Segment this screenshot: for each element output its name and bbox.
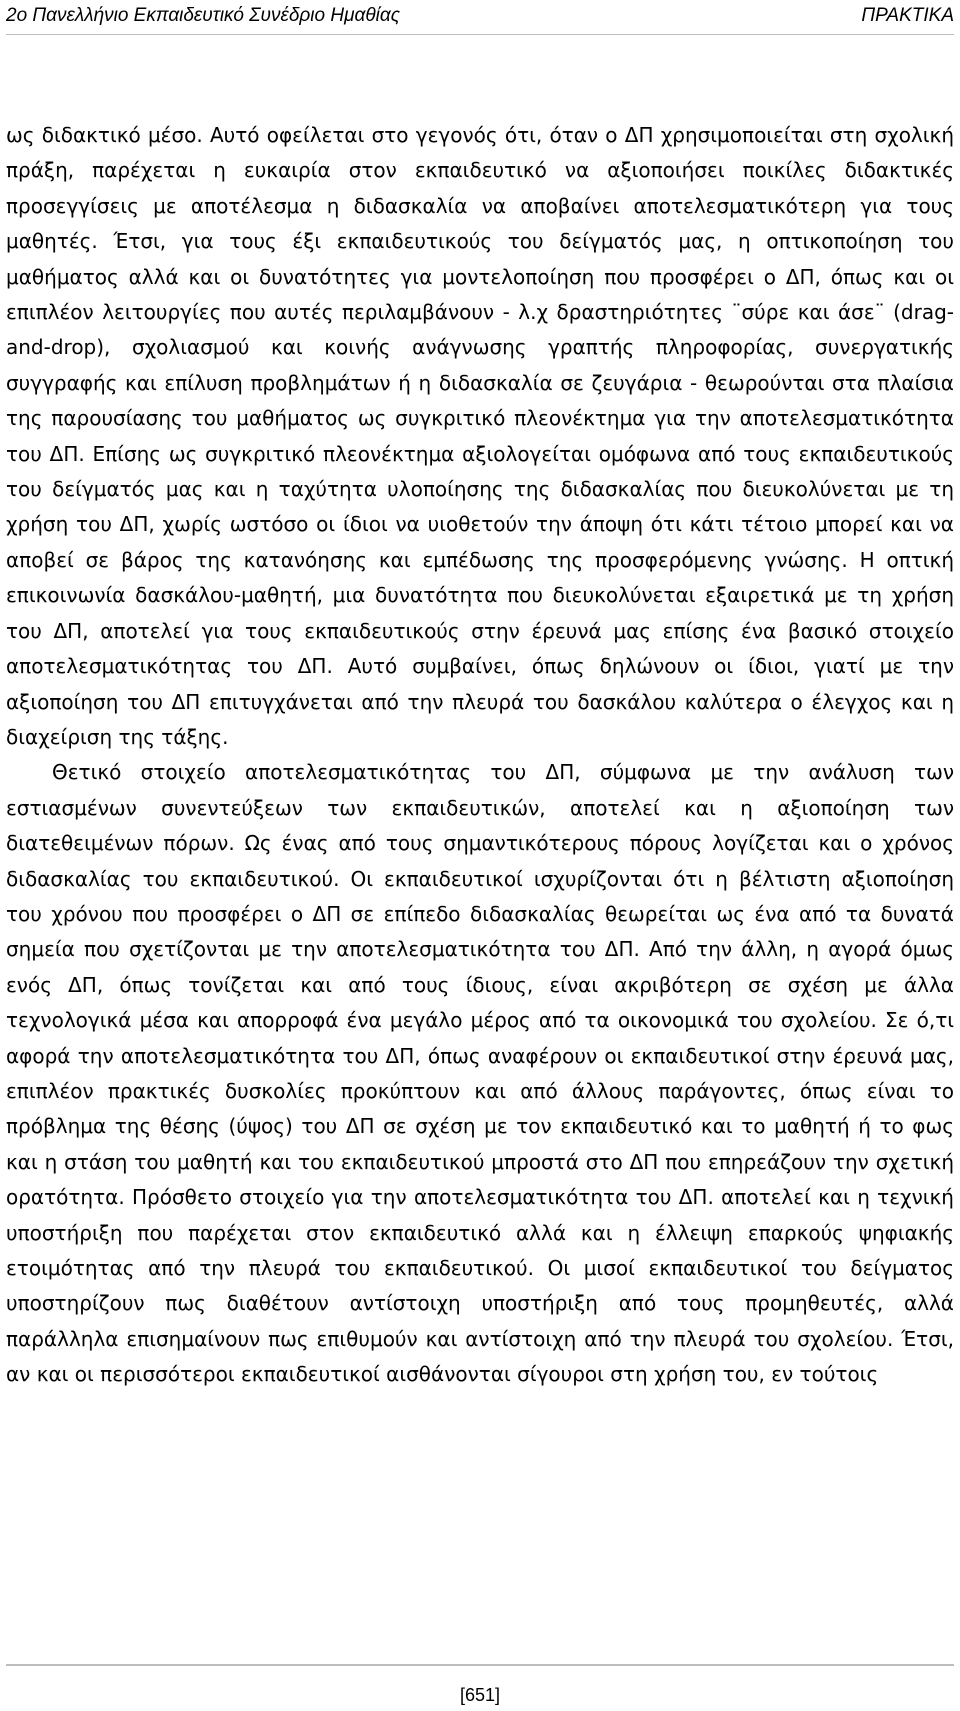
conference-title: 2ο Πανελλήνιο Εκπαιδευτικό Συνέδριο Ημαθίας xyxy=(6,5,400,26)
paragraph-2: Θετικό στοιχείο αποτελεσματικότητας του ΔΠ, σύμφωνα με την ανάλυση των εστιασμένων συνεντεύξεων των εκπαιδευτικών, αποτελεί και η αξιοποίηση των διατεθειμένων πόρων. Ως ένας από τους σημαντικότερους πόρους λογίζεται και ο χρόνος διδασκαλίας του εκπαιδευτικού. Οι εκπαιδευτικοί ισχυρίζονται ότι η βέλτιστη αξιοποίηση του χρόνου που προσφέρει ο ΔΠ σε επίπεδο διδασκαλίας θεωρείται ως ένα από τα δυνατά σημεία που σχετίζονται με την αποτελεσματικότητα του ΔΠ. Από την άλλη, η αγορά όμως ενός ΔΠ, όπως τονίζεται και από τους ίδιους, είναι ακριβότερη σε σχέση με άλλα τεχνολογικά μέσα και απορροφά ένα μεγάλο μέρος από τα οικονομικά του σχολείου. Σε ό,τι αφορά την αποτελεσματικότητα του ΔΠ, όπως αναφέρουν οι εκπαιδευτικοί στην έρευνά μας, επιπλέον πρακτικές δυσκολίες προκύπτουν και από άλλους παράγοντες, όπως είναι το πρόβλημα της θέσης (ύψος) του ΔΠ σε σχέση με τον εκπαιδευτικό και το μαθητή ή το φως και η στάση του μαθητή και του εκπαιδευτικού μπροστά στο ΔΠ που επηρεάζουν την σχετική ορατότητα. Πρόσθετο στοιχείο για την αποτελεσματικότητα του ΔΠ. αποτελεί και η τεχνική υποστήριξη που παρέχεται στον εκπαιδευτικό αλλά και η έλλειψη επαρκούς ψηφιακής ετοιμότητας από την πλευρά του εκπαιδευτικού. Οι μισοί εκπαιδευτικοί του δείγματος υποστηρίζουν πως διαθέτουν αντίστοιχη υποστήριξη από τους προμηθευτές, αλλά παράλληλα επισημαίνουν πως επιθυμούν και αντίστοιχη από την πλευρά του σχολείου. Έτσι, αν και οι περισσότεροι εκπαιδευτικοί αισθάνονται σίγουροι στη χρήση του, εν τούτοις xyxy=(6,760,954,1387)
section-label: ΠΡΑΚΤΙΚΑ xyxy=(861,5,954,26)
running-header xyxy=(6,0,954,28)
header-divider xyxy=(6,34,954,35)
paragraph-1: ως διδακτικό μέσο. Αυτό οφείλεται στο γεγονός ότι, όταν ο ΔΠ χρησιμοποιείται στη σχολική πράξη, παρέχεται η ευκαιρία στον εκπαιδευτικό να αξιοποιήσει ποικίλες διδακτικές προσεγγίσεις με αποτέλεσμα η διδασκαλία να αποβαίνει αποτελεσματικότερη για τους μαθητές. Έτσι, για τους έξι εκπαιδευτικούς του δείγματός μας, η οπτικοποίηση του μαθήματος αλλά και οι δυνατότητες για μοντελοποίηση που προσφέρει ο ΔΠ, όπως και οι επιπλέον λειτουργίες που αυτές περιλαμβάνουν - λ.χ δραστηριότητες ¨σύρε και άσε¨ (drag-and-drop), σχολιασμού και κοινής ανάγνωσης γραπτής πληροφορίας, συνεργατικής συγγραφής και επίλυση προβλημάτων ή η διδασκαλία σε ζευγάρια - θεωρούνται στα πλαίσια της παρουσίασης του μαθήματος ως συγκριτικό πλεονέκτημα για την αποτελεσματικότητα του ΔΠ. Επίσης ως συγκριτικό πλεονέκτημα αξιολογείται ομόφωνα από τους εκπαιδευτικούς του δείγματός μας και η ταχύτητα υλοποίησης της διδασκαλίας που διευκολύνεται με τη χρήση του ΔΠ, χωρίς ωστόσο οι ίδιοι να υιοθετούν την άποψη ότι κάτι τέτοιο μπορεί και να αποβεί σε βάρος της κατανόησης και εμπέδωσης της προσφερόμενης γνώσης. Η οπτική επικοινωνία δασκάλου-μαθητή, μια δυνατότητα που διευκολύνεται εξαιρετικά με τη χρήση του ΔΠ, αποτελεί για τους εκπαιδευτικούς στην έρευνά μας επίσης ένα βασικό στοιχείο αποτελεσματικότητας του ΔΠ. Αυτό συμβαίνει, όπως δηλώνουν οι ίδιοι, γιατί με την αξιοποίηση του ΔΠ επιτυγχάνεται από την πλευρά του δασκάλου καλύτερα ο έλεγχος και η διαχείριση της τάξης. xyxy=(6,123,954,749)
footer-divider xyxy=(6,1664,954,1666)
document-body xyxy=(6,118,954,1393)
page-number: [651] xyxy=(459,1685,501,1705)
